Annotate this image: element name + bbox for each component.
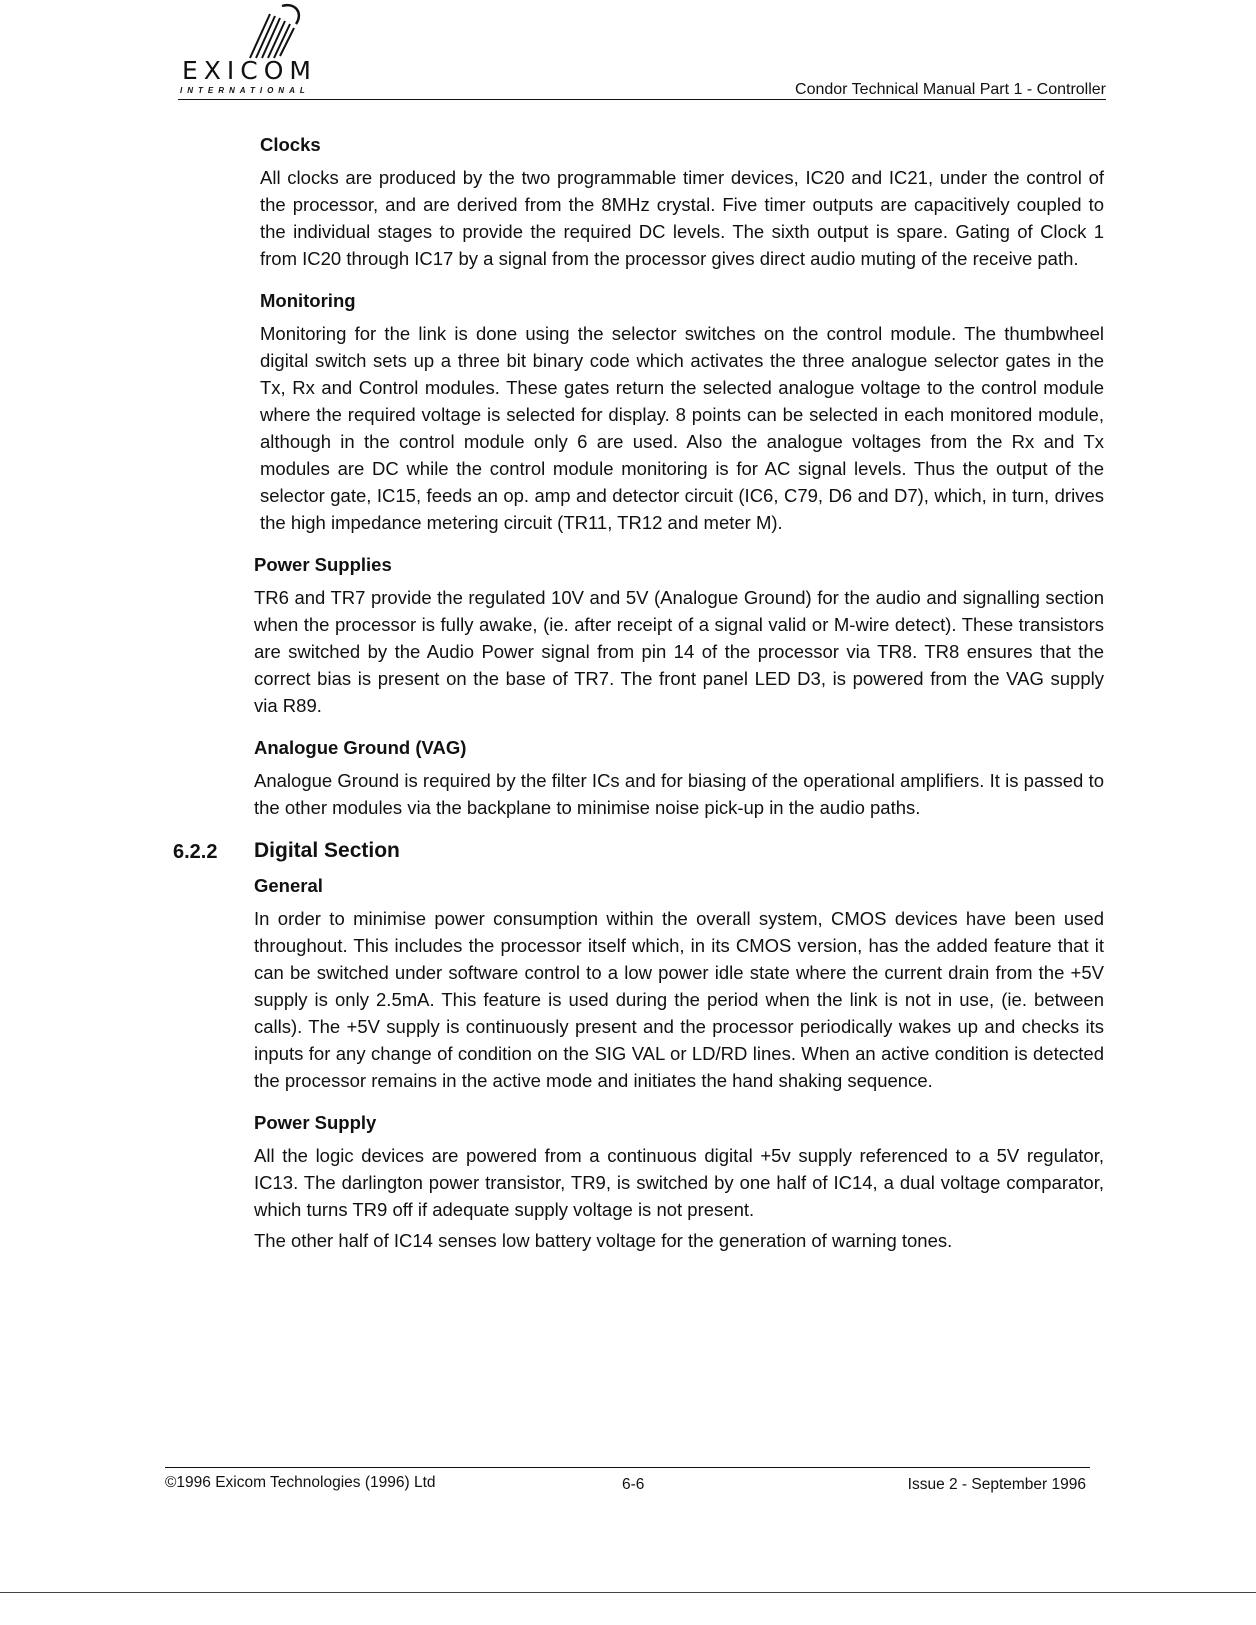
page-body [173, 134, 1104, 1272]
general-heading: General [254, 875, 323, 896]
clocks-heading: Clocks [260, 134, 321, 155]
header-rule [178, 99, 1106, 100]
logo-wordmark: EXICOM [182, 56, 317, 85]
monitoring-paragraph: Monitoring for the link is done using the selector switches on the control module. The thumbwheel digital switch sets up a three bit binary code which activates the three analogue selector gates in the Tx, Rx and Control modules. These gates return the selected analogue voltage to the control module where the required voltage is selected for display. 8 points can be selected in each monitored module, although in the control module only 6 are used. Also the analogue voltages from the Rx and Tx modules are DC while the control module monitoring is for AC signal levels. Thus the output of the selector gate, IC15, feeds an op. amp and detector circuit (IC6, C79, D6 and D7), which, in turn, drives the high impedance metering circuit (TR11, TR12 and meter M). [260, 323, 1104, 533]
footer-rule [165, 1467, 1090, 1468]
exicom-logo [180, 0, 350, 100]
monitoring-heading: Monitoring [260, 290, 356, 311]
general-paragraph: In order to minimise power consumption within the overall system, CMOS devices have been used throughout. This includes the processor itself which, in its CMOS version, has the added feature that it can be switched under software control to a low power idle state where the current drain from the +5V supply is only 2.5mA. This feature is used during the period when the link is not in use, (ie. between calls). The +5V supply is continuously present and the processor periodically wakes up and checks its inputs for any change of condition on the SIG VAL or LD/RD lines. When an active condition is detected the processor remains in the active mode and initiates the hand shaking sequence. [254, 908, 1104, 1091]
clocks-paragraph: All clocks are produced by the two programmable timer devices, IC20 and IC21, under the control of the processor, and are derived from the 8MHz crystal. Five timer outputs are capacitively coupled to the individual stages to provide the required DC levels. The sixth output is spare. Gating of Clock 1 from IC20 through IC17 by a signal from the processor gives direct audio muting of the receive path. [260, 167, 1104, 269]
running-header-title: Condor Technical Manual Part 1 - Controller [795, 81, 1106, 98]
power-supply-heading: Power Supply [254, 1112, 377, 1133]
section-title: Digital Section [254, 839, 400, 862]
power-supplies-heading: Power Supplies [254, 554, 392, 575]
analogue-ground-paragraph: Analogue Ground is required by the filter ICs and for biasing of the operational amplifiers. It is passed to the other modules via the backplane to minimise noise pick-up in the audio paths. [254, 770, 1104, 818]
footer-copyright: ©1996 Exicom Technologies (1996) Ltd [165, 1474, 436, 1491]
analogue-ground-heading: Analogue Ground (VAG) [254, 737, 467, 758]
section-heading-row [173, 839, 1104, 871]
logo-subtitle: INTERNATIONAL [180, 86, 310, 95]
power-supply-paragraph-2: The other half of IC14 senses low battery voltage for the generation of warning tones. [254, 1230, 953, 1251]
footer-page-number: 6-6 [622, 1476, 645, 1493]
power-supply-paragraph: All the logic devices are powered from a continuous digital +5v supply referenced to a 5V regulator, IC13. The darlington power transistor, TR9, is switched by one half of IC14, a dual voltage comparator, which turns TR9 off if adequate supply voltage is not present. [254, 1145, 1104, 1220]
footer-issue: Issue 2 - September 1996 [907, 1476, 1086, 1493]
power-supplies-paragraph: TR6 and TR7 provide the regulated 10V and 5V (Analogue Ground) for the audio and signalling section when the processor is fully awake, (ie. after receipt of a signal valid or M-wire detect). These transistors are switched by the Audio Power signal from pin 14 of the processor via TR8. TR8 ensures that the correct bias is present on the base of TR7. The front panel LED D3, is powered from the VAG supply via R89. [254, 587, 1104, 716]
section-number: 6.2.2 [173, 841, 218, 863]
scan-edge-line [0, 1592, 1256, 1593]
